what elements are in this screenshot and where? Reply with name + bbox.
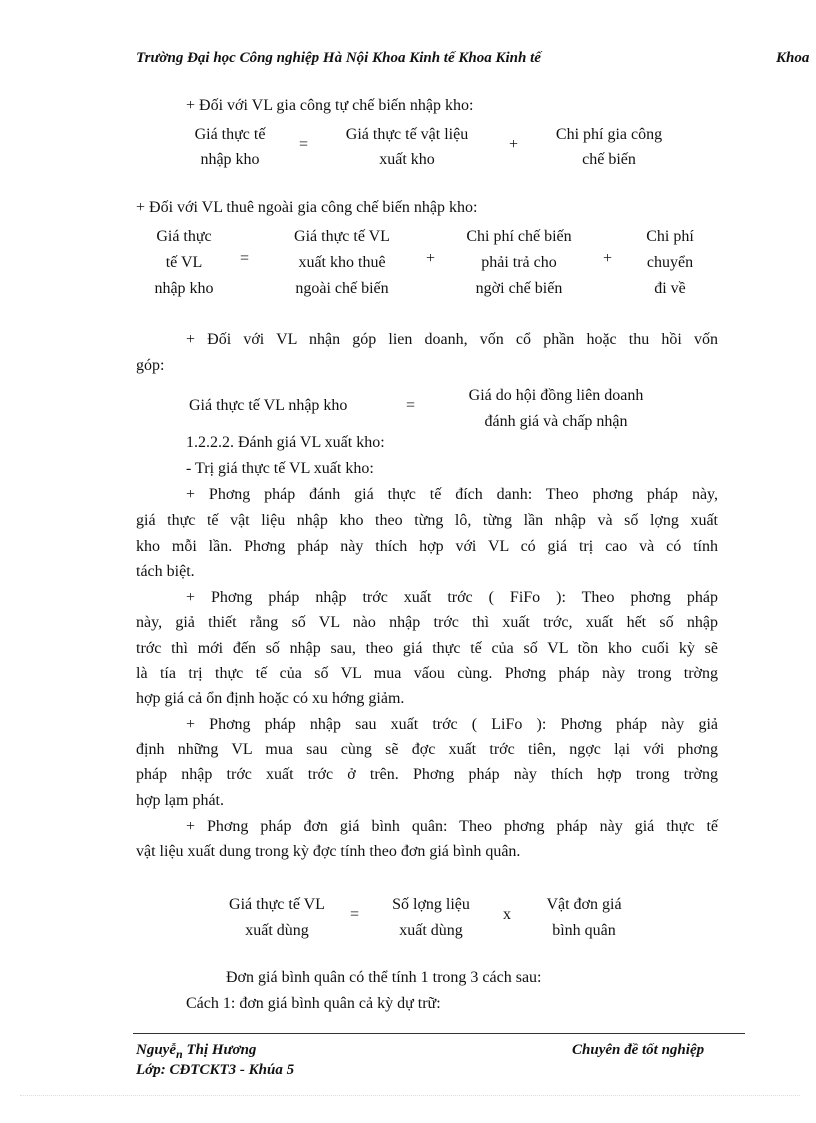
formula2-term2-line: phải trả cho bbox=[481, 254, 557, 271]
formula1-term2-line: Chi phí gia công bbox=[555, 126, 663, 143]
header-right: Khoa bbox=[776, 50, 810, 66]
formula4-times: x bbox=[503, 906, 511, 923]
formula1-heading: + Đối với VL gia công tự chế biến nhập kho: bbox=[186, 97, 474, 114]
para-gopvon-line: góp: bbox=[136, 357, 165, 374]
formula2-term1 bbox=[272, 224, 412, 302]
formula2-heading: + Đối với VL thuê ngoài gia công chế biến nhập kho: bbox=[136, 199, 478, 216]
formula2-term2 bbox=[446, 224, 592, 302]
formula4-lhs-line: Giá thực tế VL bbox=[229, 896, 325, 913]
formula4-term1-line: Số lợng liệu bbox=[392, 896, 470, 913]
footer-rule bbox=[133, 1033, 745, 1034]
formula1-term2-line: chế biến bbox=[582, 151, 636, 168]
footer-author-sub: n bbox=[176, 1047, 183, 1061]
formula1-lhs-line: nhập kho bbox=[200, 151, 260, 168]
para-gopvon-line: + Đối với VL nhận góp lien doanh, vốn cổ phần hoặc thu hồi vốn bbox=[186, 331, 718, 348]
para-dichdanh-line: kho mỗi lần. Phơng pháp này thích hợp với VL có giá trị cao và có tính bbox=[136, 538, 718, 555]
formula2-term3-line: chuyển bbox=[646, 254, 694, 271]
formula4-term1-line: xuất dùng bbox=[399, 922, 463, 939]
dongia-line: Đơn giá bình quân có thể tính 1 trong 3 cách sau: bbox=[226, 969, 542, 986]
formula2-plus2: + bbox=[603, 250, 613, 267]
formula2-plus1: + bbox=[426, 250, 436, 267]
formula1-term1-line: Giá thực tế vật liệu bbox=[345, 126, 469, 143]
footer-author-part: Thị Hương bbox=[182, 1042, 257, 1058]
formula1-term2 bbox=[536, 122, 682, 172]
footer-author bbox=[136, 1042, 256, 1062]
para-fifo-line: là tía trị thực tế của số VL mua vấou cùng. Phơng pháp này trong trờng bbox=[136, 665, 718, 682]
para-binhquan-line: vật liệu xuất dung trong kỳ đợc tính theo đơn giá bình quân. bbox=[136, 843, 521, 860]
footer-author-part: Nguyễ bbox=[136, 1042, 176, 1058]
formula2-term1-line: xuất kho thuê bbox=[298, 254, 386, 271]
formula2-lhs-line: Giá thực bbox=[156, 228, 212, 245]
formula1-term1-line: xuất kho bbox=[379, 151, 435, 168]
formula2-lhs bbox=[136, 224, 232, 302]
header-title: Trường Đại học Công nghiệp Hà Nội Khoa Kinh tế Khoa Kinh tế bbox=[136, 50, 541, 66]
formula1-equals: = bbox=[299, 136, 309, 153]
formula3-rhs bbox=[440, 383, 672, 435]
formula2-term1-line: Giá thực tế VL bbox=[294, 228, 390, 245]
para-lifo-line: định những VL mua sau cùng sẽ đợc xuất trớc tiên, ngợc lại với phơng bbox=[136, 741, 718, 758]
formula2-lhs-line: tế VL bbox=[165, 254, 203, 271]
formula2-term3 bbox=[630, 224, 710, 302]
formula2-lhs-line: nhập kho bbox=[154, 280, 214, 297]
para-lifo-line: + Phơng pháp nhập sau xuất trớc ( LiFo ): Phơng pháp này giả bbox=[186, 716, 718, 733]
formula1-lhs-line: Giá thực tế bbox=[194, 126, 266, 143]
formula2-equals: = bbox=[240, 250, 250, 267]
formula1-plus: + bbox=[509, 136, 519, 153]
formula3-rhs-line: Giá do hội đồng liên doanh bbox=[468, 387, 644, 404]
formula2-term2-line: Chi phí chế biến bbox=[466, 228, 572, 245]
formula1-lhs bbox=[168, 122, 292, 172]
formula2-term2-line: ngời chế biến bbox=[475, 280, 563, 297]
formula2-term3-line: đi về bbox=[654, 280, 686, 297]
subsection-heading: - Trị giá thực tế VL xuất kho: bbox=[186, 460, 374, 477]
para-dichdanh-line: tách biệt. bbox=[136, 563, 195, 580]
formula3-lhs: Giá thực tế VL nhập kho bbox=[189, 397, 348, 414]
formula4-equals: = bbox=[350, 906, 360, 923]
formula4-term2 bbox=[530, 892, 638, 944]
formula2-term1-line: ngoài chế biến bbox=[295, 280, 389, 297]
formula4-term1 bbox=[372, 892, 490, 944]
para-fifo-line: trớc thì mới đến số nhập sau, theo giá thực tế của số VL tồn kho cuối kỳ sẽ bbox=[136, 640, 718, 657]
formula4-term2-line: Vật đơn giá bbox=[546, 896, 622, 913]
formula1-term1 bbox=[322, 122, 492, 172]
page-bottom-divider bbox=[20, 1095, 800, 1096]
para-binhquan-line: + Phơng pháp đơn giá bình quân: Theo phơng pháp này giá thực tế bbox=[186, 818, 718, 835]
para-fifo-line: này, giả thiết rằng số VL nào nhập trớc thì xuất trớc, xuất hết số nhập bbox=[136, 614, 718, 631]
formula4-lhs bbox=[208, 892, 346, 944]
formula4-lhs-line: xuất dùng bbox=[245, 922, 309, 939]
formula2-term3-line: Chi phí bbox=[646, 228, 694, 245]
formula3-rhs-line: đánh giá và chấp nhận bbox=[484, 413, 628, 430]
cach1-line: Cách 1: đơn giá bình quân cả kỳ dự trữ: bbox=[186, 995, 441, 1012]
formula3-equals: = bbox=[406, 397, 416, 414]
para-lifo-line: pháp nhập trớc xuất trớc ở trên. Phơng pháp này thích hợp trong trờng bbox=[136, 766, 718, 783]
section-heading: 1.2.2.2. Đánh giá VL xuất kho: bbox=[186, 434, 385, 451]
para-dichdanh-line: giá thực tế vật liệu nhập kho theo từng lô, từng lần nhập và số lợng xuất bbox=[136, 512, 718, 529]
para-lifo-line: hợp lạm phát. bbox=[136, 792, 224, 809]
para-fifo-line: + Phơng pháp nhập trớc xuất trớc ( FiFo ): Theo phơng pháp bbox=[186, 589, 718, 606]
para-fifo-line: hợp giá cả ổn định hoặc có xu hớng giảm. bbox=[136, 690, 405, 707]
formula4-term2-line: bình quân bbox=[552, 922, 616, 939]
footer-right: Chuyên đề tốt nghiệp bbox=[572, 1042, 705, 1058]
footer-class: Lớp: CĐTCKT3 - Khúa 5 bbox=[136, 1062, 295, 1078]
para-dichdanh-line: + Phơng pháp đánh giá thực tế đích danh: Theo phơng pháp này, bbox=[186, 486, 718, 503]
